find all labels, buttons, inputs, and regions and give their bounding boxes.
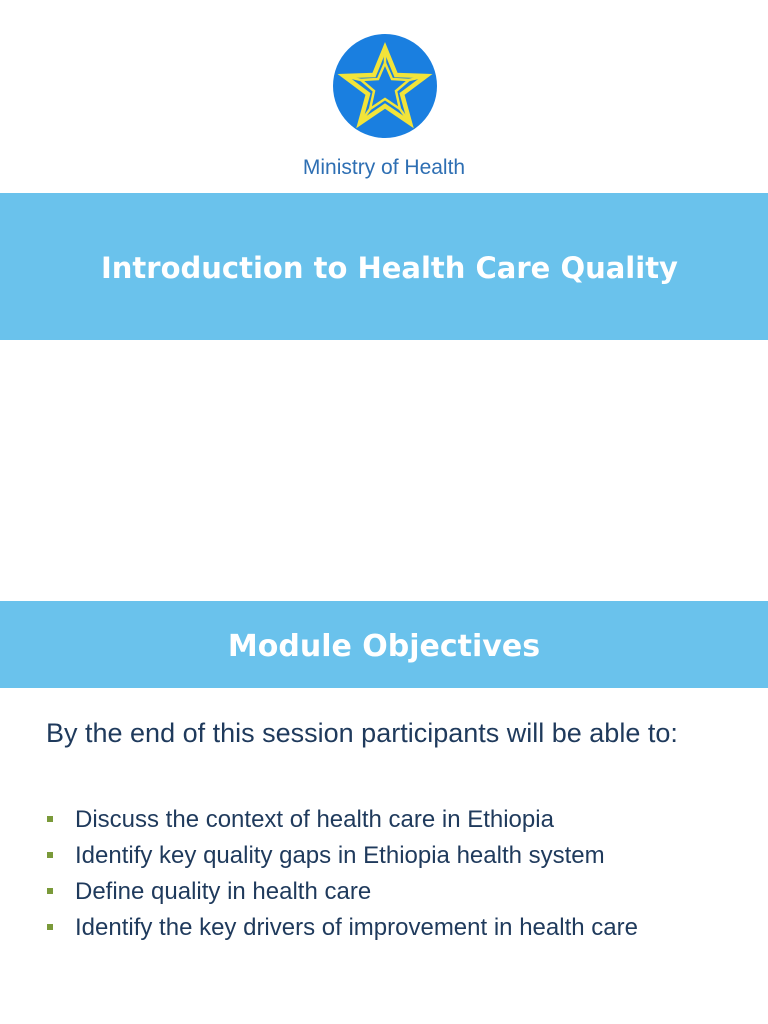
- bullet-square-icon: [47, 924, 53, 930]
- objectives-intro: By the end of this session participants will be able to:: [46, 718, 678, 748]
- list-item: [46, 874, 638, 910]
- slide-title: Introduction to Health Care Quality: [101, 251, 678, 285]
- bullet-square-icon: [47, 852, 53, 858]
- list-item: [46, 802, 638, 838]
- bullet-square-icon: [47, 888, 53, 894]
- bullet-square-icon: [47, 816, 53, 822]
- org-name: Ministry of Health: [302, 156, 466, 179]
- list-item: [46, 910, 638, 946]
- list-item-text: Define quality in health care: [75, 878, 372, 905]
- ethiopian-emblem-star-icon: [332, 33, 438, 139]
- objectives-list: [46, 802, 638, 946]
- list-item-text: Identify the key drivers of improvement in health care: [75, 914, 638, 941]
- list-item: [46, 838, 638, 874]
- list-item-text: Identify key quality gaps in Ethiopia health system: [75, 842, 605, 869]
- section-heading: Module Objectives: [227, 629, 541, 664]
- list-item-text: Discuss the context of health care in Ethiopia: [75, 806, 554, 833]
